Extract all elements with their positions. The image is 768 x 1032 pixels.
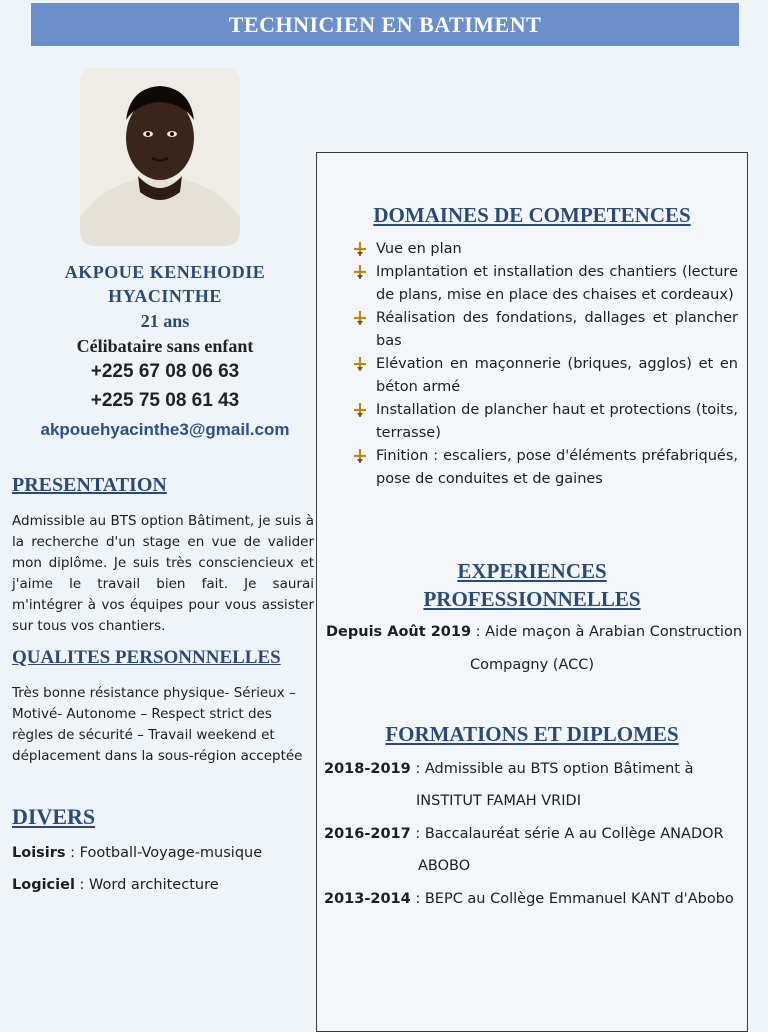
arrow-cross-bullet-icon bbox=[352, 310, 368, 326]
logiciel-value: : Word architecture bbox=[74, 877, 219, 893]
arrow-cross-bullet-icon bbox=[352, 241, 368, 257]
formation-text: : BEPC au Collège Emmanuel KANT d'Abobo bbox=[410, 891, 734, 907]
qualites-text: Très bonne résistance physique- Sérieux – Motivé- Autonome – Respect strict des règles de sécurité – Travail weekend et déplacement dans la sous-région acceptée bbox=[12, 685, 303, 764]
competence-item: Réalisation des fondations, dallages et plancher bas bbox=[352, 307, 738, 353]
experience-text-cont: Compagny (ACC) bbox=[470, 657, 595, 673]
arrow-cross-bullet-icon bbox=[352, 356, 368, 372]
competence-item: Implantation et installation des chantiers (lecture de plans, mise en place des chaises et cordeaux) bbox=[352, 261, 738, 307]
competence-item: Elévation en maçonnerie (briques, agglos) et en béton armé bbox=[352, 353, 738, 399]
email: akpouehyacinthe3@gmail.com bbox=[40, 420, 290, 439]
logiciel-label: Logiciel bbox=[12, 877, 75, 893]
phone-2: +225 75 08 61 43 bbox=[90, 390, 240, 411]
loisirs-label: Loisirs bbox=[12, 845, 66, 861]
formation-year: 2016-2017 bbox=[324, 826, 411, 842]
experiences-heading-line1: EXPERIENCES bbox=[457, 559, 607, 583]
experiences-heading-line2: PROFESSIONNELLES bbox=[423, 587, 641, 611]
job-title-banner: TECHNICIEN EN BATIMENT bbox=[31, 3, 739, 46]
formation-text: : Admissible au BTS option Bâtiment à bbox=[410, 761, 694, 777]
name-line1: AKPOUE KENEHODIE bbox=[64, 262, 266, 282]
presentation-text: Admissible au BTS option Bâtiment, je suis à la recherche d'un stage en vue de valider mon diplôme. Je suis très consciencieux et j'aime le travail bien fait. Je saurai m'intégrer à vos équipes pour vous assister sur tous vos chantiers. bbox=[12, 513, 314, 634]
arrow-cross-bullet-icon bbox=[352, 264, 368, 280]
competences-list bbox=[352, 238, 738, 491]
competence-item: Installation de plancher haut et protections (toits, terrasse) bbox=[352, 399, 738, 445]
presentation-heading: PRESENTATION bbox=[12, 474, 167, 496]
competence-item: Finition : escaliers, pose d'éléments préfabriqués, pose de conduites et de gaines bbox=[352, 445, 738, 491]
formation-year: 2013-2014 bbox=[324, 891, 411, 907]
qualites-heading: QUALITES PERSONNNELLES bbox=[12, 647, 281, 668]
formation-text-cont: ABOBO bbox=[418, 858, 471, 874]
logiciel-line bbox=[12, 877, 219, 893]
experience-text: : Aide maçon à Arabian Construction bbox=[471, 624, 743, 640]
formation-text-cont: INSTITUT FAMAH VRIDI bbox=[416, 793, 581, 809]
experience-item bbox=[326, 624, 742, 640]
loisirs-value: : Football-Voyage-musique bbox=[65, 845, 263, 861]
formation-year: 2018-2019 bbox=[324, 761, 411, 777]
arrow-cross-bullet-icon bbox=[352, 448, 368, 464]
name-line2: HYACINTHE bbox=[108, 286, 222, 306]
age: 21 ans bbox=[140, 311, 190, 331]
formation-text: : Baccalauréat série A au Collège ANADOR bbox=[410, 826, 724, 842]
arrow-cross-bullet-icon bbox=[352, 402, 368, 418]
formation-item bbox=[324, 891, 734, 907]
formation-item bbox=[324, 826, 724, 842]
competence-item: Vue en plan bbox=[352, 238, 738, 261]
phone-1: +225 67 08 06 63 bbox=[90, 361, 240, 382]
divers-heading: DIVERS bbox=[12, 804, 96, 829]
experience-date: Depuis Août 2019 bbox=[326, 624, 472, 640]
profile-photo bbox=[80, 68, 240, 246]
formations-heading: FORMATIONS ET DIPLOMES bbox=[385, 722, 679, 746]
loisirs-line bbox=[12, 845, 262, 861]
competences-heading: DOMAINES DE COMPETENCES bbox=[373, 203, 691, 227]
marital-status: Célibataire sans enfant bbox=[76, 336, 254, 356]
formation-item bbox=[324, 761, 693, 777]
